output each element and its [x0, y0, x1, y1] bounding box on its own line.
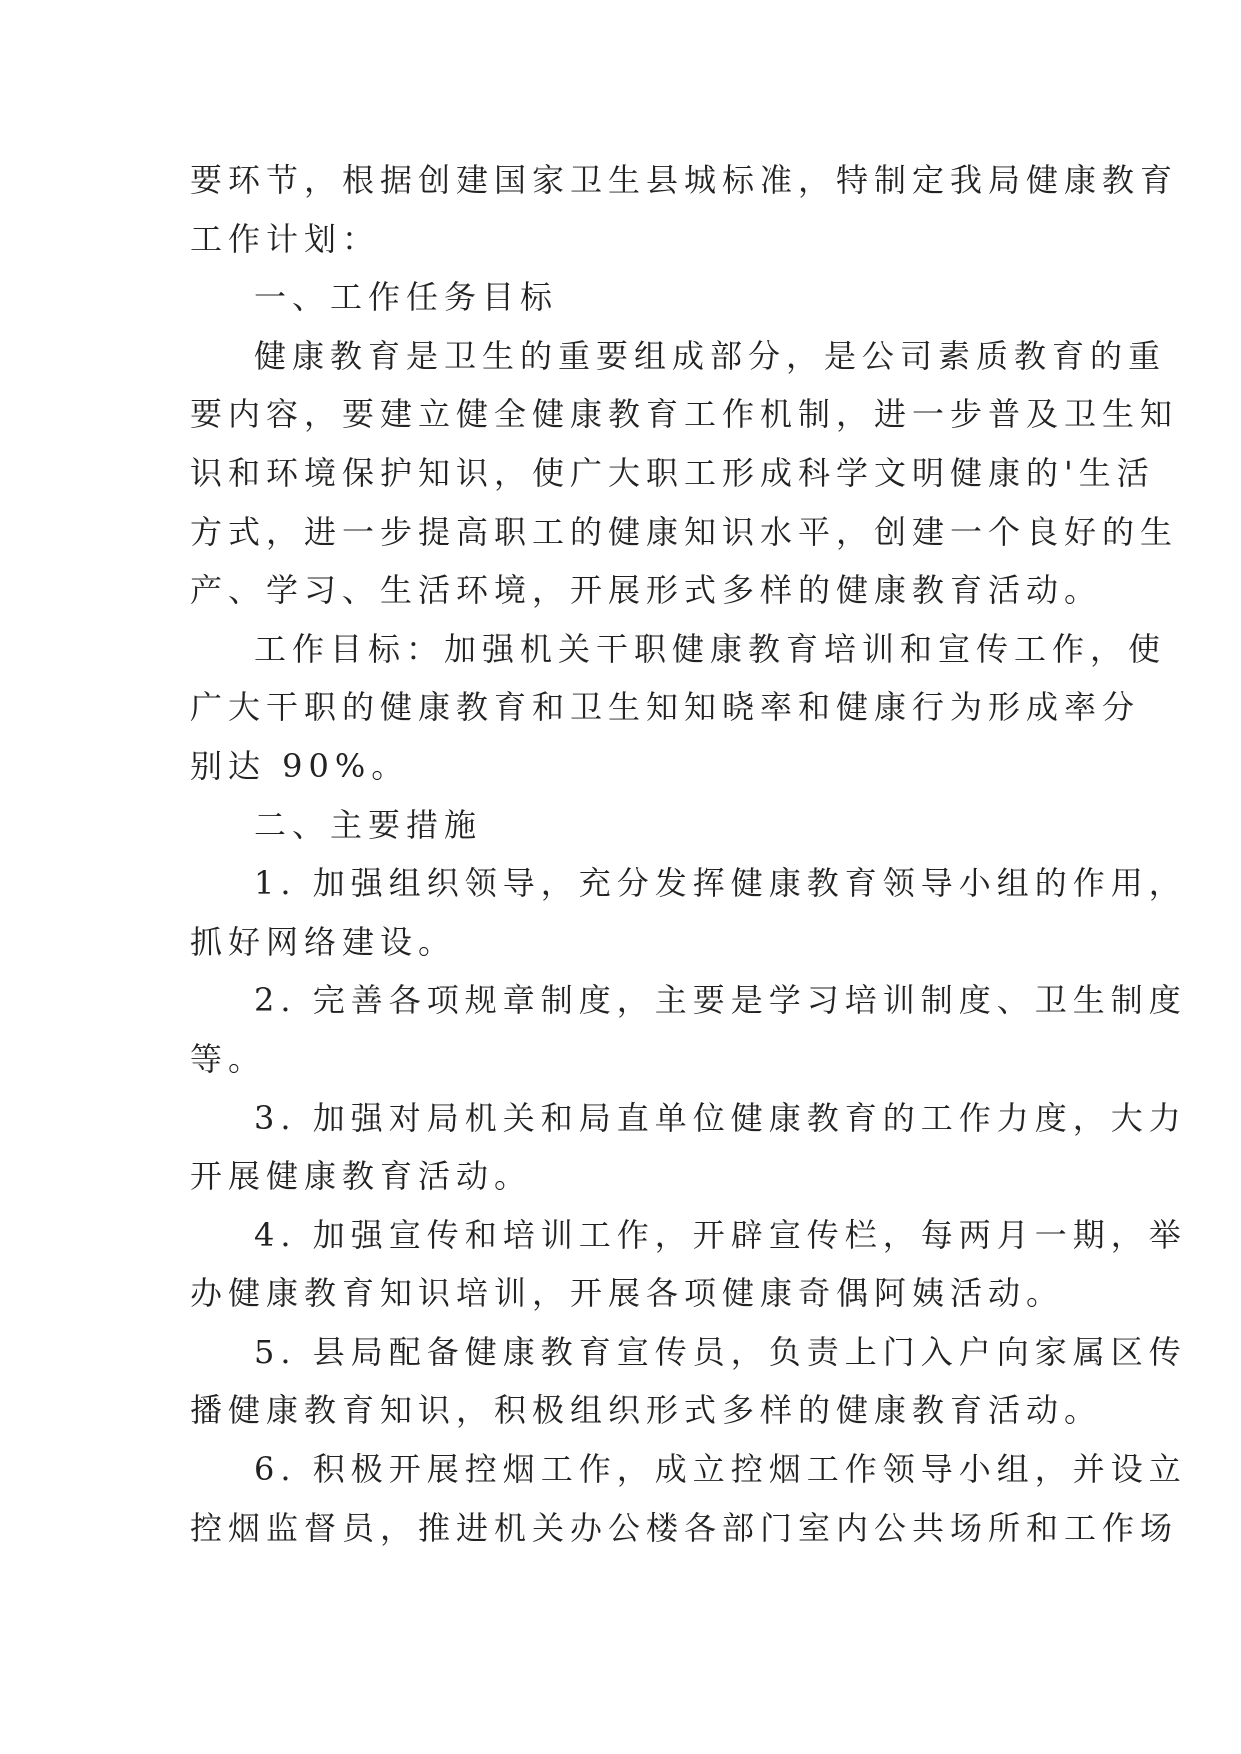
text-line: 广大干职的健康教育和卫生知知晓率和健康行为形成率分 — [190, 688, 1141, 727]
text-line: 抓好网络建设。 — [190, 922, 457, 961]
document-body — [190, 151, 1187, 1557]
list-item: 5. 县局配备健康教育宣传员，负责上门入户向家属区传 — [254, 1332, 1187, 1371]
text-line: 等。 — [190, 1039, 267, 1078]
text-line: 识和环境保护知识，使广大职工形成科学文明健康的'生活 — [190, 453, 1155, 492]
text-line: 方式，进一步提高职工的健康知识水平，创建一个良好的生 — [190, 512, 1179, 551]
text-line: 别达 90%。 — [190, 746, 410, 785]
section-heading: 二、主要措施 — [254, 805, 483, 844]
list-item: 1. 加强组织领导，充分发挥健康教育领导小组的作用， — [254, 864, 1187, 903]
text-line: 办健康教育知识培训，开展各项健康奇偶阿姨活动。 — [190, 1274, 1065, 1313]
list-item: 4. 加强宣传和培训工作，开辟宣传栏，每两月一期，举 — [254, 1215, 1187, 1254]
text-line: 工作计划： — [190, 219, 381, 258]
list-item: 3. 加强对局机关和局直单位健康教育的工作力度，大力 — [254, 1098, 1187, 1137]
text-line: 产、学习、生活环境，开展形式多样的健康教育活动。 — [190, 571, 1103, 610]
text-line: 工作目标：加强机关干职健康教育培训和宣传工作，使 — [254, 629, 1167, 668]
text-line: 要内容，要建立健全健康教育工作机制，进一步普及卫生知 — [190, 395, 1179, 434]
list-item: 6. 积极开展控烟工作，成立控烟工作领导小组，并设立 — [254, 1450, 1187, 1489]
text-line: 播健康教育知识，积极组织形式多样的健康教育活动。 — [190, 1391, 1103, 1430]
list-item: 2. 完善各项规章制度，主要是学习培训制度、卫生制度 — [254, 981, 1187, 1020]
section-heading: 一、工作任务目标 — [254, 278, 559, 317]
text-line: 控烟监督员，推进机关办公楼各部门室内公共场所和工作场 — [190, 1508, 1179, 1547]
text-line: 要环节，根据创建国家卫生县城标准，特制定我局健康教育 — [190, 161, 1179, 199]
text-line: 开展健康教育活动。 — [190, 1157, 533, 1196]
text-line: 健康教育是卫生的重要组成部分，是公司素质教育的重 — [254, 336, 1167, 375]
